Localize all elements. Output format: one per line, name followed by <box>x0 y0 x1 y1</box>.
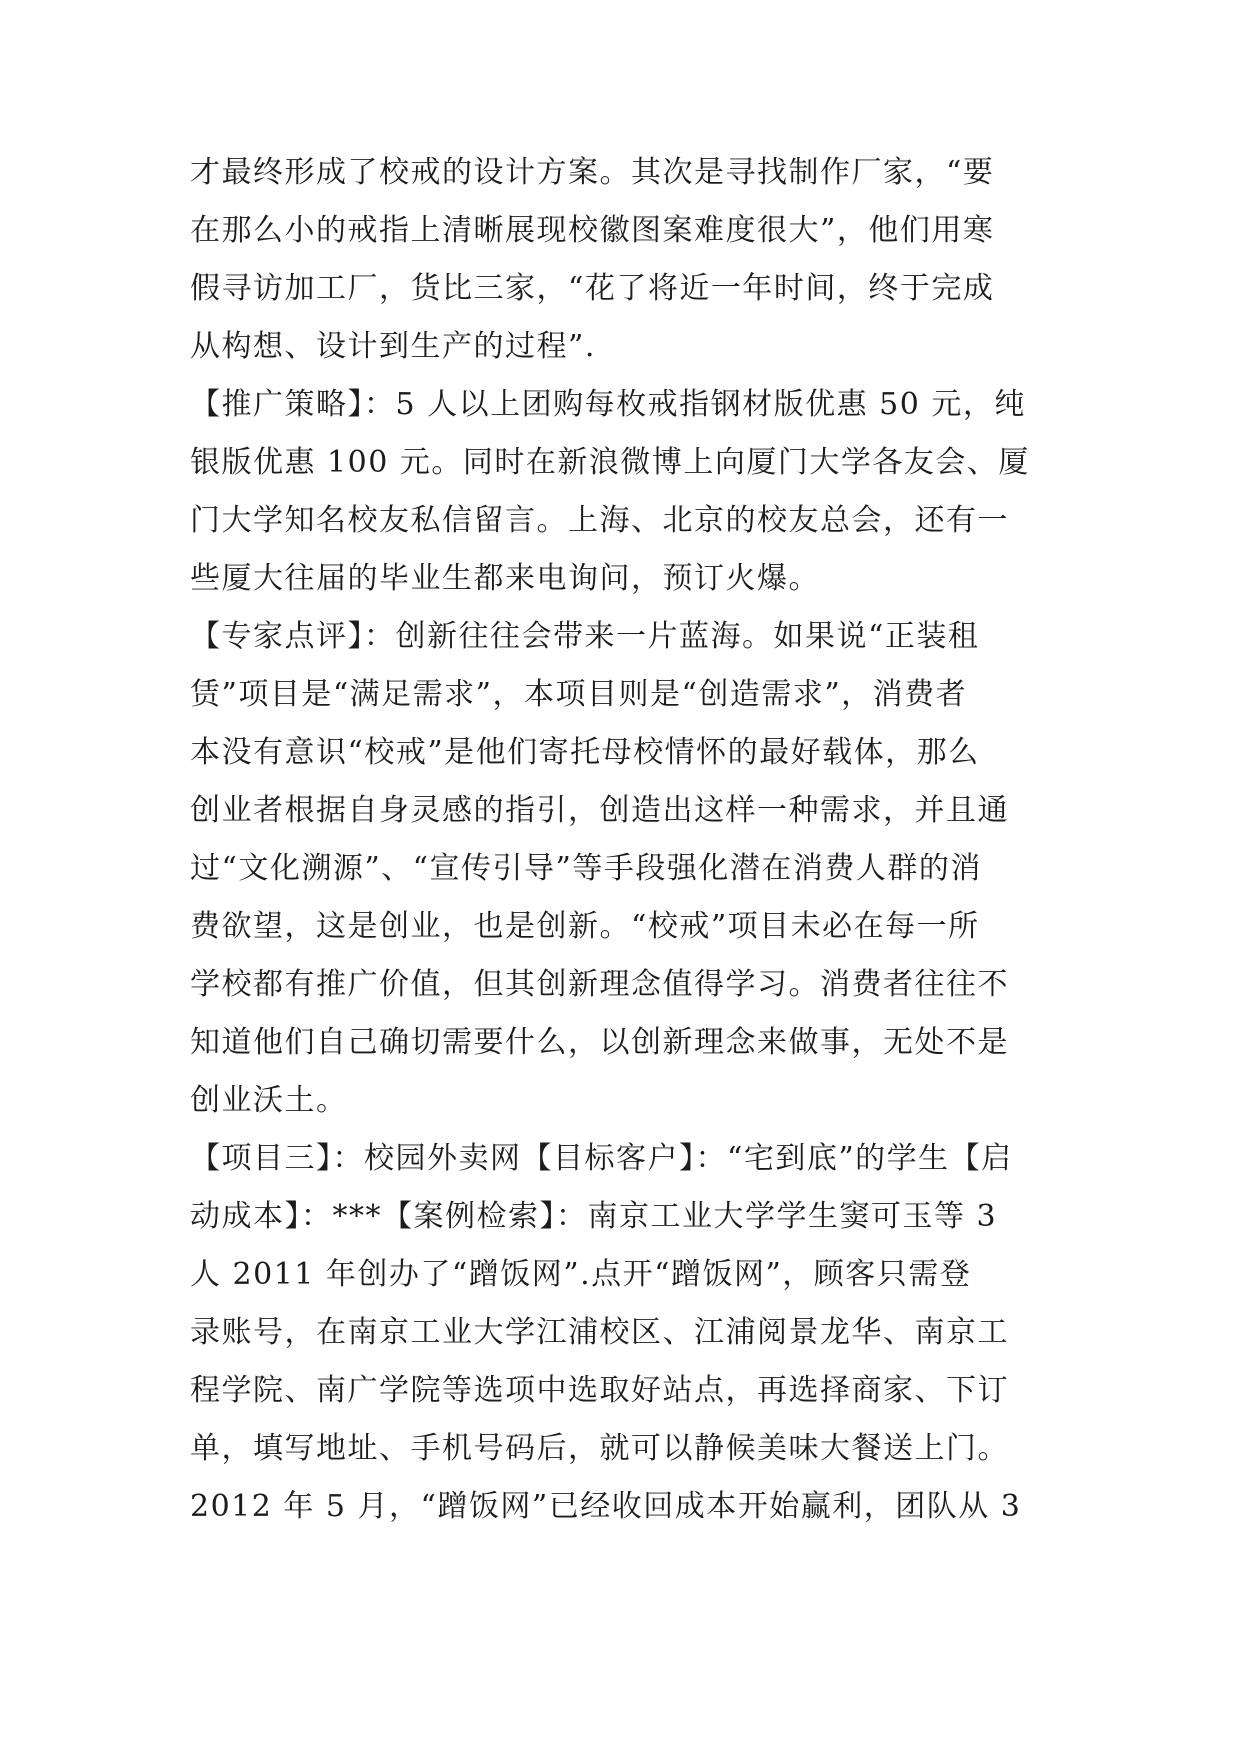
text-line: 些厦大往届的毕业生都来电询问，预订火爆。 <box>190 561 820 596</box>
text-line: 录账号，在南京工业大学江浦校区、江浦阅景龙华、南京工 <box>190 1315 1009 1350</box>
text-line: 创业沃土。 <box>190 1083 348 1118</box>
text-line: 本没有意识“校戒”是他们寄托母校情怀的最好载体，那么 <box>190 735 980 770</box>
text-line: 单，填写地址、手机号码后，就可以静候美味大餐送上门。 <box>190 1431 1009 1466</box>
text-line: 人 2011 年创办了“蹭饭网”.点开“蹭饭网”，顾客只需登 <box>190 1257 972 1292</box>
text-line: 【专家点评】：创新往往会带来一片蓝海。如果说“正装租 <box>190 619 980 654</box>
text-line: 【推广策略】：5 人以上团购每枚戒指钢材版优惠 50 元，纯 <box>190 387 1026 422</box>
text-line: 学校都有推广价值，但其创新理念值得学习。消费者往往不 <box>190 967 1009 1002</box>
text-line: 程学院、南广学院等选项中选取好站点，再选择商家、下订 <box>190 1373 1009 1408</box>
text-line: 假寻访加工厂，货比三家，“花了将近一年时间，终于完成 <box>190 271 995 306</box>
text-line: 创业者根据自身灵感的指引，创造出这样一种需求，并且通 <box>190 793 1009 828</box>
text-line: 从构想、设计到生产的过程”. <box>190 329 596 364</box>
text-line: 【项目三】：校园外卖网【目标客户】：“宅到底”的学生【启 <box>190 1141 1013 1176</box>
text-line: 在那么小的戒指上清晰展现校徽图案难度很大”，他们用寒 <box>190 213 995 248</box>
text-line: 2012 年 5 月，“蹭饭网”已经收回成本开始赢利，团队从 3 <box>190 1489 1022 1524</box>
text-line: 动成本】：***【案例检索】：南京工业大学学生窦可玉等 3 <box>190 1199 998 1234</box>
document-body <box>190 144 1070 1536</box>
text-line: 费欲望，这是创业，也是创新。“校戒”项目未必在每一所 <box>190 909 980 944</box>
text-line: 银版优惠 100 元。同时在新浪微博上向厦门大学各友会、厦 <box>190 445 1030 480</box>
text-line: 门大学知名校友私信留言。上海、北京的校友总会，还有一 <box>190 503 1009 538</box>
text-line: 赁”项目是“满足需求”，本项目则是“创造需求”，消费者 <box>190 677 968 712</box>
text-line: 才最终形成了校戒的设计方案。其次是寻找制作厂家，“要 <box>190 155 995 190</box>
text-line: 知道他们自己确切需要什么，以创新理念来做事，无处不是 <box>190 1025 1009 1060</box>
text-line: 过“文化溯源”、“宣传引导”等手段强化潜在消费人群的消 <box>190 851 982 886</box>
